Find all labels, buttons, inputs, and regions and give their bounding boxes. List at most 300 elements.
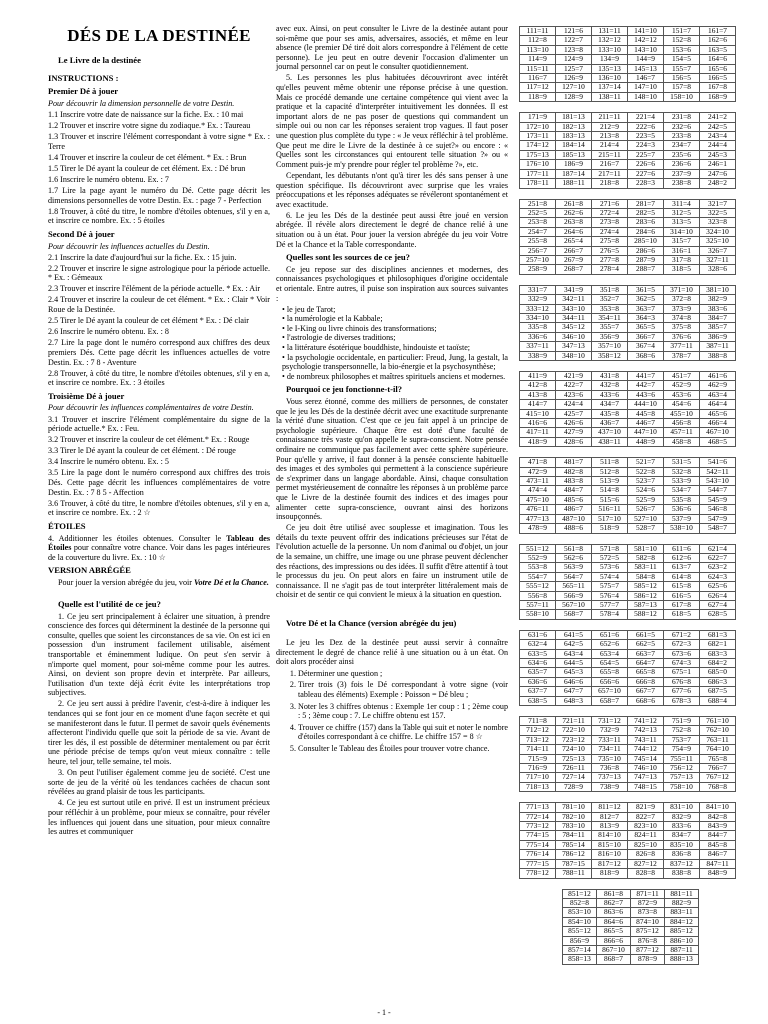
table-cell: 475=10 xyxy=(520,495,556,504)
table-cell: 155=7 xyxy=(664,64,700,73)
table-cell: 713=12 xyxy=(520,735,556,744)
table-cell: 476=11 xyxy=(520,505,556,514)
table-cell: 174=12 xyxy=(520,141,556,150)
table-cell: 211=11 xyxy=(592,113,628,122)
version-step: 2. Tirer trois (3) fois le Dé correspondant à votre signe (voir tableau des éléments) Exemple : Poisson = Dé bleu ; xyxy=(298,680,508,699)
version-steps-list xyxy=(276,669,508,754)
table-cell: 312=5 xyxy=(664,208,700,217)
table-cell: 722=10 xyxy=(556,726,592,735)
table-cell: 526=7 xyxy=(628,505,664,514)
version-heading: VERSION ABRÉGÉE xyxy=(48,565,131,576)
left-column xyxy=(48,24,270,838)
dice-step: 2.1 Inscrire la date d'aujourd'hui sur la fiche. Ex. : 15 juin. xyxy=(48,252,237,262)
table-cell: 587=13 xyxy=(628,600,664,609)
table-row xyxy=(563,927,699,936)
table-cell: 534=7 xyxy=(664,486,700,495)
table-cell: 727=14 xyxy=(556,773,592,782)
table-cell: 877=12 xyxy=(631,945,665,954)
table-cell: 413=8 xyxy=(520,390,556,399)
table-cell: 254=7 xyxy=(520,227,556,236)
table-cell: 328=6 xyxy=(700,265,736,274)
table-cell: 651=6 xyxy=(592,630,628,639)
table-row xyxy=(520,27,736,36)
table-cell: 577=7 xyxy=(592,600,628,609)
table-cell: 522=8 xyxy=(628,467,664,476)
table-cell: 867=10 xyxy=(597,945,631,954)
table-cell: 582=8 xyxy=(628,553,664,562)
table-cell: 517=10 xyxy=(592,514,628,523)
dice-intro: Pour découvrir la dimension personnelle de votre Destin. xyxy=(48,98,235,108)
table-cell: 467=10 xyxy=(700,428,736,437)
table-cell: 513=9 xyxy=(592,477,628,486)
table-cell: 264=6 xyxy=(556,227,592,236)
table-cell: 645=3 xyxy=(556,668,592,677)
table-cell: 556=8 xyxy=(520,591,556,600)
table-cell: 226=6 xyxy=(628,160,664,169)
table-row xyxy=(520,227,736,236)
dice-sections xyxy=(48,87,270,518)
table-row xyxy=(520,150,736,159)
table-cell: 621=4 xyxy=(700,544,736,553)
table-cell: 816=10 xyxy=(592,850,628,859)
table-cell: 447=10 xyxy=(628,428,664,437)
table-cell: 411=9 xyxy=(520,372,556,381)
table-cell: 714=11 xyxy=(520,745,556,754)
table-row xyxy=(520,74,736,83)
table-cell: 783=10 xyxy=(556,822,592,831)
table-cell: 367=4 xyxy=(628,342,664,351)
table-cell: 127=10 xyxy=(556,83,592,92)
table-cell: 734=11 xyxy=(592,745,628,754)
table-cell: 654=5 xyxy=(592,658,628,667)
table-cell: 778=12 xyxy=(520,869,556,878)
table-cell: 536=6 xyxy=(664,505,700,514)
table-cell: 751=9 xyxy=(664,717,700,726)
dice-step: 2.2 Trouver et inscrire le signe astrologique pour la période actuelle. * Ex. : Gémeaux xyxy=(48,263,270,283)
table-cell: 624=3 xyxy=(700,572,736,581)
table-cell: 872=9 xyxy=(631,898,665,907)
table-cell: 121=6 xyxy=(556,27,592,36)
table-cell: 841=10 xyxy=(700,803,736,812)
table-cell: 227=6 xyxy=(628,169,664,178)
table-cell: 634=6 xyxy=(520,658,556,667)
table-cell: 646=6 xyxy=(556,677,592,686)
table-cell: 441=7 xyxy=(628,372,664,381)
table-cell: 728=9 xyxy=(556,782,592,791)
table-row xyxy=(563,955,699,964)
table-cell: 823=10 xyxy=(628,822,664,831)
table-cell: 144=9 xyxy=(628,55,664,64)
dice-step: 1.3 Trouver et inscrire l'élément correspondant à votre signe * Ex. : Terre xyxy=(48,132,270,151)
table-cell: 754=9 xyxy=(664,745,700,754)
table-cell: 425=7 xyxy=(556,409,592,418)
table-cell: 521=7 xyxy=(628,458,664,467)
table-cell: 733=11 xyxy=(592,735,628,744)
table-row xyxy=(520,332,736,341)
table-cell: 561=8 xyxy=(556,544,592,553)
version-step: 3. Noter les 3 chiffres obtenus : Exemple 1er coup : 1 ; 2ème coup : 5 ; 3ème coup : 7. Le chiffre obtenu est 157. xyxy=(298,702,508,721)
dice-step: 2.8 Trouver, à côté du titre, le nombre d'étoiles obtenues, s'il y en a, et inscrire ce nombre. Ex. : 3 étoiles xyxy=(48,368,270,388)
table-cell: 457=11 xyxy=(664,428,700,437)
table-cell: 666=8 xyxy=(628,677,664,686)
table-cell: 565=11 xyxy=(556,582,592,591)
table-cell: 766=7 xyxy=(700,764,736,773)
chance-table xyxy=(519,285,736,361)
table-cell: 612=6 xyxy=(664,553,700,562)
table-cell: 446=7 xyxy=(628,419,664,428)
table-cell: 718=13 xyxy=(520,782,556,791)
table-cell: 878=9 xyxy=(631,955,665,964)
source-item: • le I-King ou livre chinois des transformations; xyxy=(282,324,508,334)
table-row xyxy=(520,122,736,131)
table-cell: 145=13 xyxy=(628,64,664,73)
table-cell: 674=3 xyxy=(664,658,700,667)
table-cell: 268=7 xyxy=(556,265,592,274)
table-cell: 748=15 xyxy=(628,782,664,791)
chance-table xyxy=(519,457,736,533)
table-cell: 277=8 xyxy=(592,255,628,264)
table-cell: 344=11 xyxy=(556,313,592,322)
utilite-paragraph: 3. On peut l'utiliser également comme jeu de société. C'est une sorte de jeu de la vérité où les tendances cachées de chacun sont révélées au grand plaisir de tous les participants. xyxy=(48,768,270,797)
table-row xyxy=(520,265,736,274)
chance-table xyxy=(562,889,699,965)
table-cell: 685=0 xyxy=(700,668,736,677)
table-cell: 537=9 xyxy=(664,514,700,523)
table-row xyxy=(520,553,736,562)
dice-step: 2.4 Trouver et inscrire la couleur de cet élément. * Ex. : Clair * Voir Roue de la Destinée. xyxy=(48,295,270,315)
table-cell: 368=6 xyxy=(628,351,664,360)
table-cell: 217=11 xyxy=(592,169,628,178)
table-cell: 416=6 xyxy=(520,419,556,428)
table-cell: 225=7 xyxy=(628,150,664,159)
table-cell: 655=8 xyxy=(592,668,628,677)
table-cell: 558=10 xyxy=(520,610,556,619)
table-cell: 472=9 xyxy=(520,467,556,476)
table-cell: 414=7 xyxy=(520,400,556,409)
table-cell: 354=11 xyxy=(592,313,628,322)
table-cell: 115=11 xyxy=(520,64,556,73)
table-cell: 246=1 xyxy=(700,160,736,169)
table-cell: 516=11 xyxy=(592,505,628,514)
table-cell: 756=12 xyxy=(664,764,700,773)
table-row xyxy=(520,563,736,572)
table-cell: 861=8 xyxy=(597,889,631,898)
table-cell: 518=9 xyxy=(592,524,628,533)
source-item: • le jeu de Tarot; xyxy=(282,305,508,315)
table-cell: 775=14 xyxy=(520,840,556,849)
table-cell: 335=8 xyxy=(520,323,556,332)
table-row xyxy=(520,132,736,141)
table-cell: 151=7 xyxy=(664,27,700,36)
table-cell: 357=10 xyxy=(592,342,628,351)
table-cell: 283=6 xyxy=(628,218,664,227)
table-cell: 358=12 xyxy=(592,351,628,360)
table-cell: 325=10 xyxy=(700,237,736,246)
table-cell: 213=8 xyxy=(592,132,628,141)
table-cell: 543=10 xyxy=(700,477,736,486)
table-cell: 542=11 xyxy=(700,467,736,476)
table-cell: 426=6 xyxy=(556,419,592,428)
table-cell: 763=11 xyxy=(700,735,736,744)
table-cell: 133=10 xyxy=(592,45,628,54)
table-cell: 163=5 xyxy=(700,45,736,54)
table-cell: 126=9 xyxy=(556,74,592,83)
table-cell: 812=7 xyxy=(592,812,628,821)
paragraph-intro: avec eux. Ainsi, on peut consulter le Livre de la destinée autant pour soi-même que pour ses amis, adversaires, associés, et même en leur absence (le premier Dé tiré doit alors correspondre à l'élément de cette personne). Le jeu peut en outre devenir l'occasion d'alimenter un journal personnel car on peut le consulter quotidiennement. xyxy=(276,24,508,72)
table-row xyxy=(520,640,736,649)
table-cell: 661=5 xyxy=(628,630,664,639)
table-cell: 657=10 xyxy=(592,687,628,696)
table-row xyxy=(520,400,736,409)
table-cell: 828=8 xyxy=(628,869,664,878)
table-cell: 761=10 xyxy=(700,717,736,726)
table-cell: 482=8 xyxy=(556,467,592,476)
table-row xyxy=(520,658,736,667)
table-cell: 224=3 xyxy=(628,141,664,150)
table-cell: 111=11 xyxy=(520,27,556,36)
chance-table xyxy=(519,630,736,706)
table-cell: 244=4 xyxy=(700,141,736,150)
table-cell: 266=7 xyxy=(556,246,592,255)
table-cell: 132=12 xyxy=(592,36,628,45)
table-cell: 738=9 xyxy=(592,782,628,791)
table-cell: 386=9 xyxy=(700,332,736,341)
table-cell: 255=8 xyxy=(520,237,556,246)
table-cell: 555=12 xyxy=(520,582,556,591)
table-row xyxy=(520,55,736,64)
table-row xyxy=(520,409,736,418)
table-cell: 113=10 xyxy=(520,45,556,54)
table-row xyxy=(520,630,736,639)
table-cell: 485=6 xyxy=(556,495,592,504)
table-cell: 363=7 xyxy=(628,304,664,313)
table-cell: 418=9 xyxy=(520,437,556,446)
table-cell: 848=9 xyxy=(700,869,736,878)
table-cell: 385=7 xyxy=(700,323,736,332)
table-cell: 387=11 xyxy=(700,342,736,351)
table-cell: 281=7 xyxy=(628,199,664,208)
table-cell: 167=8 xyxy=(700,83,736,92)
table-cell: 341=9 xyxy=(556,285,592,294)
source-item: • l'astrologie de diverses traditions; xyxy=(282,333,508,343)
table-cell: 541=6 xyxy=(700,458,736,467)
table-cell: 715=9 xyxy=(520,754,556,763)
table-cell: 176=10 xyxy=(520,160,556,169)
table-cell: 874=10 xyxy=(631,917,665,926)
utilite-heading: Quelle est l'utilité de ce jeu? xyxy=(58,599,161,609)
table-cell: 743=11 xyxy=(628,735,664,744)
table-cell: 844=7 xyxy=(700,831,736,840)
table-cell: 676=8 xyxy=(664,677,700,686)
table-cell: 122=7 xyxy=(556,36,592,45)
table-cell: 758=10 xyxy=(664,782,700,791)
table-cell: 376=6 xyxy=(664,332,700,341)
table-cell: 786=12 xyxy=(556,850,592,859)
table-cell: 128=9 xyxy=(556,92,592,101)
table-cell: 564=7 xyxy=(556,572,592,581)
table-cell: 323=8 xyxy=(700,218,736,227)
table-cell: 838=8 xyxy=(664,869,700,878)
table-row xyxy=(520,812,736,821)
table-row xyxy=(520,677,736,686)
table-cell: 371=10 xyxy=(664,285,700,294)
paragraph-debutants: Cependant, les débutants n'ont qu'à tirer les dés sans penser à une question spécifique. Ils découvriront avec surprise que les vraies préoccupations et les réponses adéquates se révéleront spontanément et avec exactitude. xyxy=(276,170,508,209)
table-cell: 165=6 xyxy=(700,64,736,73)
table-cell: 578=4 xyxy=(592,610,628,619)
table-cell: 515=6 xyxy=(592,495,628,504)
table-cell: 652=6 xyxy=(592,640,628,649)
table-cell: 381=10 xyxy=(700,285,736,294)
table-cell: 642=5 xyxy=(556,640,592,649)
fonctionne-heading: Pourquoi ce jeu fonctionne-t-il? xyxy=(286,384,403,395)
dice-step: 1.6 Inscrire le numéro obtenu. Ex. : 7 xyxy=(48,174,169,184)
table-cell: 576=4 xyxy=(592,591,628,600)
table-cell: 711=8 xyxy=(520,717,556,726)
table-cell: 737=13 xyxy=(592,773,628,782)
table-row xyxy=(520,514,736,523)
table-cell: 451=7 xyxy=(664,372,700,381)
table-cell: 687=5 xyxy=(700,687,736,696)
table-cell: 757=13 xyxy=(664,773,700,782)
table-cell: 412=8 xyxy=(520,381,556,390)
table-cell: 352=7 xyxy=(592,295,628,304)
table-cell: 644=5 xyxy=(556,658,592,667)
table-row xyxy=(520,342,736,351)
paragraph-version: Le jeu les Dez de la destinée peut aussi servir à connaître directement le degré de chance relié à une situation ou à un état. On doit alors procéder ainsi xyxy=(276,638,508,667)
table-cell: 547=9 xyxy=(700,514,736,523)
table-cell: 837=12 xyxy=(664,859,700,868)
table-cell: 488=6 xyxy=(556,524,592,533)
table-cell: 154=5 xyxy=(664,55,700,64)
table-cell: 331=7 xyxy=(520,285,556,294)
table-cell: 164=6 xyxy=(700,55,736,64)
table-cell: 546=8 xyxy=(700,505,736,514)
table-cell: 274=4 xyxy=(592,227,628,236)
table-row xyxy=(520,390,736,399)
table-cell: 444=10 xyxy=(628,400,664,409)
table-cell: 682=1 xyxy=(700,640,736,649)
table-cell: 614=8 xyxy=(664,572,700,581)
table-row xyxy=(520,600,736,609)
table-cell: 316=1 xyxy=(664,246,700,255)
table-cell: 346=10 xyxy=(556,332,592,341)
table-cell: 134=9 xyxy=(592,55,628,64)
table-cell: 813=9 xyxy=(592,822,628,831)
table-row xyxy=(520,64,736,73)
table-cell: 782=10 xyxy=(556,812,592,821)
table-cell: 116=7 xyxy=(520,74,556,83)
sources-list xyxy=(276,305,508,382)
table-cell: 647=7 xyxy=(556,687,592,696)
table-cell: 856=9 xyxy=(563,936,597,945)
table-cell: 137=14 xyxy=(592,83,628,92)
table-cell: 258=9 xyxy=(520,265,556,274)
table-cell: 234=7 xyxy=(664,141,700,150)
table-cell: 332=9 xyxy=(520,295,556,304)
table-row xyxy=(520,803,736,812)
table-cell: 548=7 xyxy=(700,524,736,533)
table-row xyxy=(520,169,736,178)
table-row xyxy=(520,323,736,332)
page-subtitle: Le Livre de la destinée xyxy=(58,55,141,65)
table-row xyxy=(520,477,736,486)
table-row xyxy=(520,505,736,514)
table-cell: 773=12 xyxy=(520,822,556,831)
table-cell: 471=8 xyxy=(520,458,556,467)
table-cell: 114=9 xyxy=(520,55,556,64)
table-cell: 435=8 xyxy=(592,409,628,418)
table-cell: 636=6 xyxy=(520,677,556,686)
table-cell: 635=7 xyxy=(520,668,556,677)
paragraph-fonctionne: Vous serez étonné, comme des milliers de personnes, de constater que le jeu les Dés de la destinée décrit avec une exactitude surprenante la vérité d'une situation. C'est que ce jeu fait appel à un principe de psychologie supérieure. Chaque être est doté d'une faculté de connaissance très vaste qu'on appelle le supra-conscient. Notre pensée ordinaire ne communique pas facilement avec cette sphère supérieure. Pour qu'elle y arrive, il faut donner à la pensée consciente habituelle des images et des symboles qui permettent à la conscience supérieure de s'exprimer dans un langage abordable. Ainsi, chaque consultation permet mystérieusement de connaître les réponses à un problème parce que le Livre de la destinée fournit des indices et des images pour alimenter cette supra-conscience, ouvrant ainsi des horizons insoupçonnés. xyxy=(276,396,508,522)
table-cell: 648=3 xyxy=(556,696,592,705)
table-cell: 732=9 xyxy=(592,726,628,735)
table-cell: 684=2 xyxy=(700,658,736,667)
table-cell: 378=7 xyxy=(664,351,700,360)
table-cell: 583=11 xyxy=(628,563,664,572)
table-row xyxy=(520,687,736,696)
table-cell: 627=4 xyxy=(700,600,736,609)
table-cell: 171=9 xyxy=(520,113,556,122)
table-cell: 673=6 xyxy=(664,649,700,658)
table-cell: 688=4 xyxy=(700,696,736,705)
dice-step: 3.1 Trouver et inscrire l'élément complémentaire du signe de la période actuelle.* Ex. : Feu. xyxy=(48,414,270,434)
table-cell: 787=15 xyxy=(556,859,592,868)
table-cell: 885=12 xyxy=(665,927,699,936)
table-cell: 337=11 xyxy=(520,342,556,351)
table-cell: 333=12 xyxy=(520,304,556,313)
table-cell: 265=4 xyxy=(556,237,592,246)
table-cell: 726=11 xyxy=(556,764,592,773)
table-cell: 423=6 xyxy=(556,390,592,399)
table-cell: 884=12 xyxy=(665,917,699,926)
table-cell: 161=7 xyxy=(700,27,736,36)
table-cell: 415=10 xyxy=(520,409,556,418)
table-cell: 777=15 xyxy=(520,859,556,868)
dice-step: 2.7 Lire la page dont le numéro correspond aux chiffres des deux premiers Dés. Cette page décrit les influences actuelles de votre Destin. Ex. : 7 8 - Aventure xyxy=(48,338,270,367)
table-cell: 768=8 xyxy=(700,782,736,791)
table-cell: 477=13 xyxy=(520,514,556,523)
dice-intro: Pour découvrir les influences complémentaires de votre Destin. xyxy=(48,403,254,413)
table-cell: 632=4 xyxy=(520,640,556,649)
table-cell: 562=6 xyxy=(556,553,592,562)
table-cell: 452=9 xyxy=(664,381,700,390)
table-cell: 235=6 xyxy=(664,150,700,159)
table-cell: 557=11 xyxy=(520,600,556,609)
table-cell: 388=8 xyxy=(700,351,736,360)
table-cell: 438=11 xyxy=(592,437,628,446)
table-row xyxy=(563,908,699,917)
table-cell: 184=14 xyxy=(556,141,592,150)
table-cell: 631=6 xyxy=(520,630,556,639)
table-row xyxy=(563,889,699,898)
table-cell: 683=3 xyxy=(700,649,736,658)
table-cell: 182=13 xyxy=(556,122,592,131)
table-cell: 483=8 xyxy=(556,477,592,486)
table-cell: 835=10 xyxy=(664,840,700,849)
table-cell: 221=4 xyxy=(628,113,664,122)
table-row xyxy=(520,668,736,677)
table-row xyxy=(520,285,736,294)
table-cell: 166=5 xyxy=(700,74,736,83)
table-cell: 554=7 xyxy=(520,572,556,581)
table-row xyxy=(520,313,736,322)
table-cell: 233=8 xyxy=(664,132,700,141)
table-cell: 887=11 xyxy=(665,945,699,954)
table-cell: 545=9 xyxy=(700,495,736,504)
table-row xyxy=(520,458,736,467)
table-cell: 261=8 xyxy=(556,199,592,208)
